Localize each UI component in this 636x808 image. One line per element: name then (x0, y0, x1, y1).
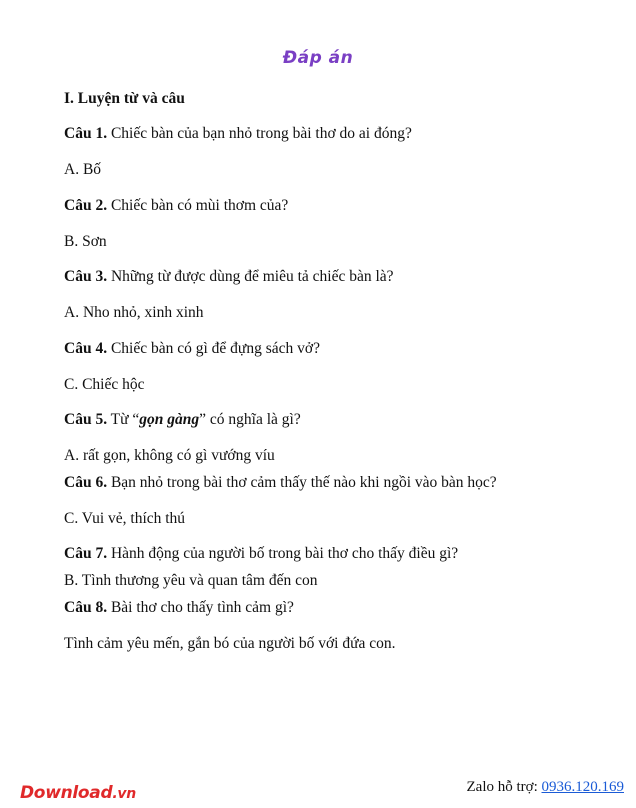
question-1 (64, 125, 412, 143)
question-text: Bạn nhỏ trong bài thơ cảm thấy thế nào khi ngồi vào bàn học? (107, 474, 497, 491)
question-label: Câu 4. (64, 340, 108, 357)
answer-5: A. rất gọn, không có gì vướng víu (64, 447, 275, 464)
answer-1: A. Bố (64, 161, 102, 178)
answer-4: C. Chiếc hộc (64, 376, 145, 393)
answer-3: A. Nho nhỏ, xinh xinh (64, 304, 204, 321)
answer-2: B. Sơn (64, 233, 107, 250)
question-label: Câu 6. (64, 474, 108, 491)
question-text: Chiếc bàn của bạn nhỏ trong bài thơ do ai đóng? (107, 125, 412, 142)
question-text: Hành động của người bố trong bài thơ cho thấy điều gì? (107, 545, 459, 562)
question-6 (64, 474, 497, 492)
download-logo[interactable] (20, 783, 136, 803)
question-7 (64, 545, 458, 563)
zalo-label: Zalo hỗ trợ: (466, 779, 542, 795)
answer-6: C. Vui vẻ, thích thú (64, 510, 186, 527)
question-text: Chiếc bàn có mùi thơm của? (107, 197, 289, 214)
zalo-support (467, 779, 625, 796)
question-2 (64, 197, 288, 215)
answer-7: B. Tình thương yêu và quan tâm đến con (64, 572, 318, 589)
question-label: Câu 5. (64, 411, 108, 428)
question-term: gọn gàng (139, 411, 200, 428)
section-heading: I. Luyện từ và câu (64, 90, 185, 107)
question-label: Câu 3. (64, 268, 108, 285)
question-text: Những từ được dùng để miêu tả chiếc bàn là? (107, 268, 394, 285)
question-text-pre: Từ “ (107, 411, 140, 428)
answer-title: Đáp án (282, 48, 354, 68)
question-text-post: ” có nghĩa là gì? (199, 411, 301, 428)
question-text: Bài thơ cho thấy tình cảm gì? (107, 599, 294, 616)
question-text: Chiếc bàn có gì để đựng sách vở? (107, 340, 320, 357)
question-label: Câu 2. (64, 197, 108, 214)
question-4 (64, 340, 320, 358)
answer-8: Tình cảm yêu mến, gắn bó của người bố với đứa con. (64, 635, 396, 652)
zalo-phone-link[interactable]: 0936.120.169 (541, 779, 624, 795)
question-label: Câu 1. (64, 125, 108, 142)
question-label: Câu 8. (64, 599, 108, 616)
question-5 (64, 411, 301, 429)
question-label: Câu 7. (64, 545, 108, 562)
logo-main: Download (20, 783, 113, 803)
logo-tld: .vn (112, 786, 136, 802)
question-3 (64, 268, 394, 286)
question-8 (64, 599, 294, 617)
